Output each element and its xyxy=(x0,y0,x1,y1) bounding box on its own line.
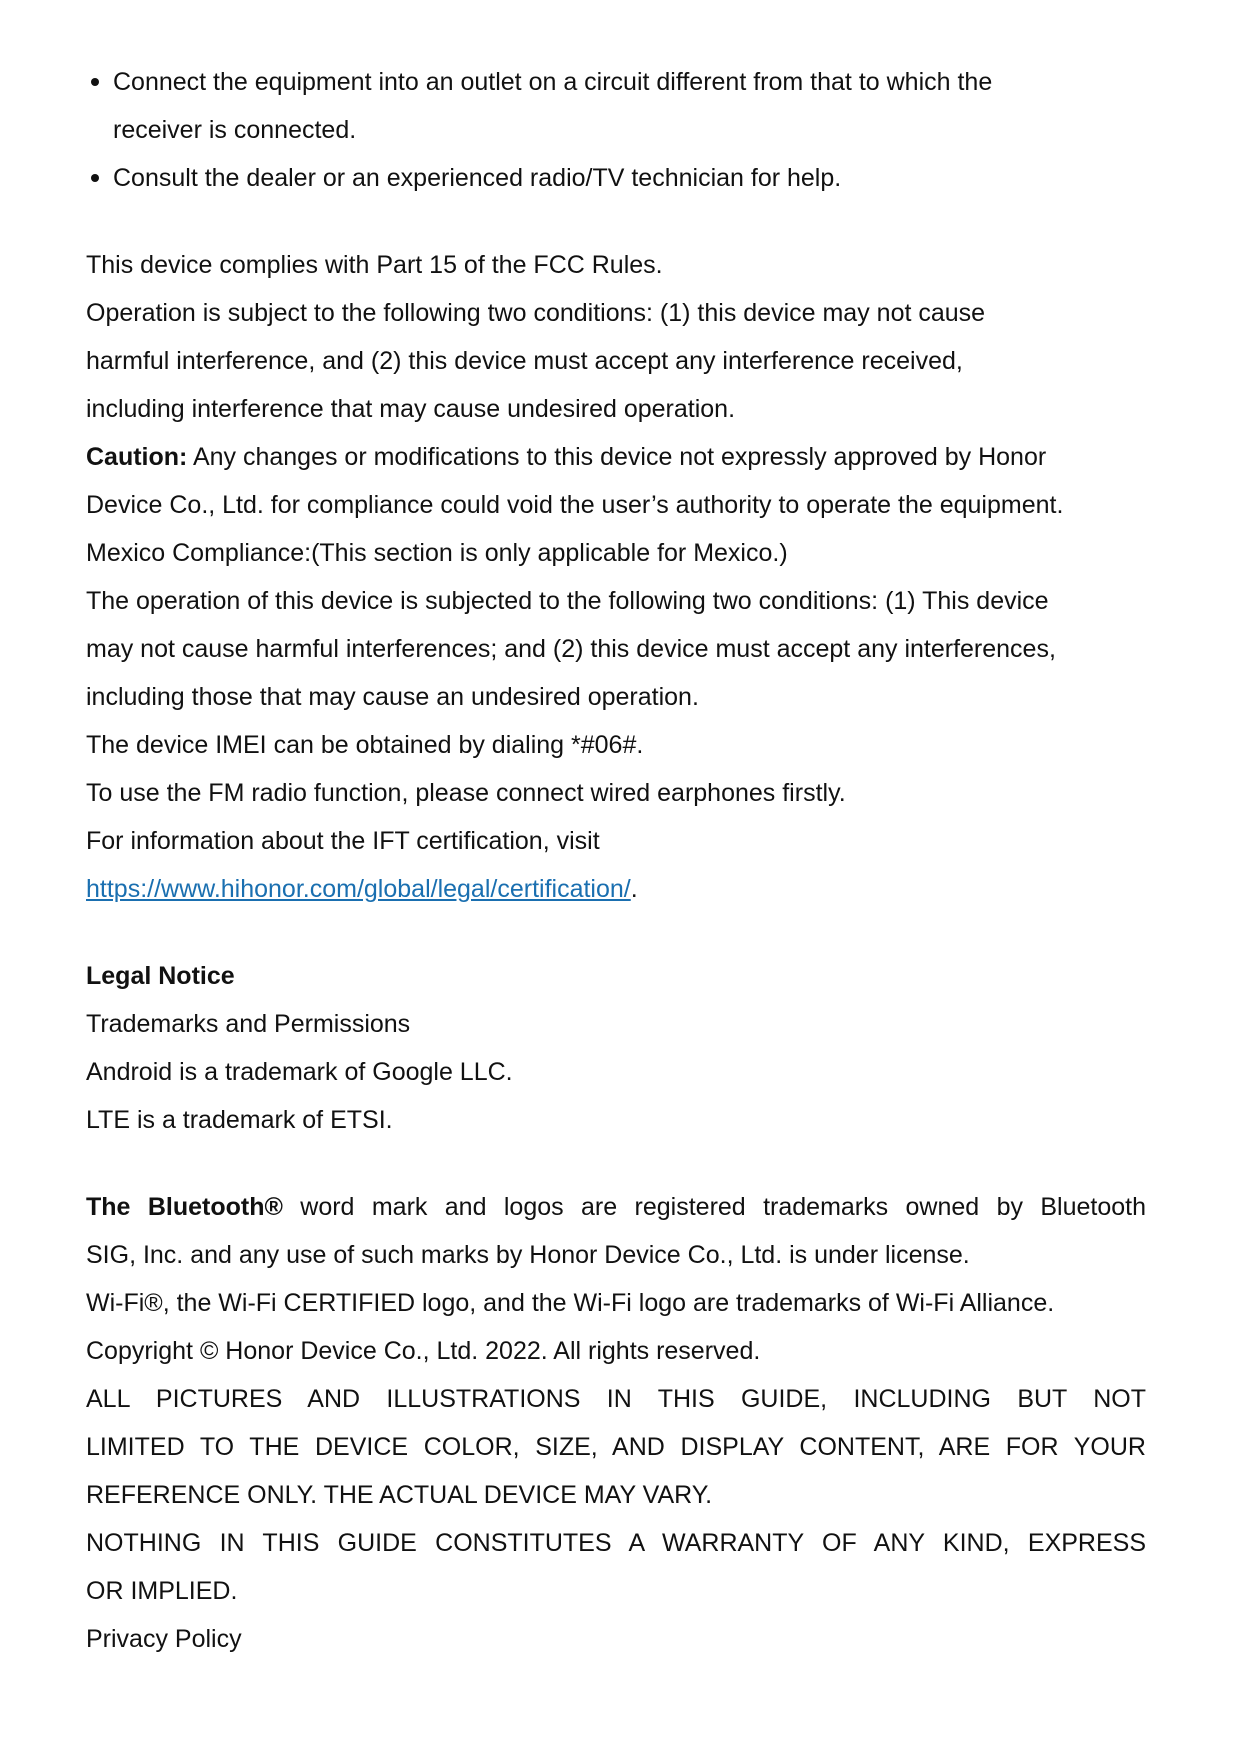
bluetooth-line xyxy=(86,1183,1146,1231)
disclaimer-line: NOTHING IN THIS GUIDE CONSTITUTES A WARRANTY OF ANY KIND, EXPRESS xyxy=(86,1529,1146,1557)
disclaimer-line: LIMITED TO THE DEVICE COLOR, SIZE, AND DISPLAY CONTENT, ARE FOR YOUR xyxy=(86,1433,1146,1461)
caution-label: Caution: xyxy=(86,443,188,471)
bluetooth-line: SIG, Inc. and any use of such marks by Honor Device Co., Ltd. is under license. xyxy=(86,1241,970,1269)
bullet-icon xyxy=(91,78,99,86)
fcc-conditions-line: including interference that may cause undesired operation. xyxy=(86,395,736,423)
mexico-conditions-line: including those that may cause an undesired operation. xyxy=(86,683,699,711)
caution-text: Any changes or modifications to this device not expressly approved by Honor xyxy=(187,443,1047,471)
trademarks-title: Trademarks and Permissions xyxy=(86,1010,411,1038)
list-item xyxy=(86,58,1146,154)
trademarks-section xyxy=(86,1183,1146,1663)
document-page xyxy=(86,58,1146,1663)
link-suffix: . xyxy=(630,875,638,903)
fcc-section xyxy=(86,241,1146,529)
bluetooth-bold: The Bluetooth® xyxy=(86,1193,283,1221)
imei-note: The device IMEI can be obtained by dialing *#06#. xyxy=(86,731,644,759)
bullet-text-line: receiver is connected. xyxy=(113,116,357,144)
wifi-trademark: Wi-Fi®, the Wi-Fi CERTIFIED logo, and the Wi-Fi logo are trademarks of Wi-Fi Alliance. xyxy=(86,1289,1055,1317)
bullet-text-line: Consult the dealer or an experienced radio/TV technician for help. xyxy=(113,164,842,192)
disclaimer-line: REFERENCE ONLY. THE ACTUAL DEVICE MAY VARY. xyxy=(86,1481,713,1509)
spacer xyxy=(86,1144,1146,1183)
certification-link[interactable]: https://www.hihonor.com/global/legal/certification/ xyxy=(86,875,631,903)
mexico-conditions-line: The operation of this device is subjected to the following two conditions: (1) This device xyxy=(86,587,1049,615)
bullet-text-line: Connect the equipment into an outlet on a circuit different from that to which the xyxy=(113,68,993,96)
ift-note: For information about the IFT certification, visit xyxy=(86,827,600,855)
recommendation-list xyxy=(86,58,1146,202)
privacy-policy-title: Privacy Policy xyxy=(86,1625,242,1653)
mexico-conditions-line: may not cause harmful interferences; and (2) this device must accept any interferences, xyxy=(86,635,1056,663)
fcc-conditions-line: harmful interference, and (2) this device must accept any interference received, xyxy=(86,347,963,375)
disclaimer-line: OR IMPLIED. xyxy=(86,1577,238,1605)
fcc-conditions-line: Operation is subject to the following two conditions: (1) this device may not cause xyxy=(86,299,986,327)
fm-radio-note: To use the FM radio function, please connect wired earphones firstly. xyxy=(86,779,846,807)
bluetooth-text: word mark and logos are registered trademarks owned by Bluetooth xyxy=(282,1193,1146,1221)
bullet-icon xyxy=(91,174,99,182)
copyright-notice: Copyright © Honor Device Co., Ltd. 2022. All rights reserved. xyxy=(86,1337,761,1365)
disclaimer-line: ALL PICTURES AND ILLUSTRATIONS IN THIS GUIDE, INCLUDING BUT NOT xyxy=(86,1385,1146,1413)
legal-notice-section xyxy=(86,952,1146,1144)
caution-paragraph xyxy=(86,433,1146,481)
fcc-statement: This device complies with Part 15 of the FCC Rules. xyxy=(86,251,663,279)
spacer xyxy=(86,913,1146,952)
android-trademark: Android is a trademark of Google LLC. xyxy=(86,1058,513,1086)
caution-text-line: Device Co., Ltd. for compliance could void the user’s authority to operate the equipment. xyxy=(86,491,1064,519)
legal-notice-heading: Legal Notice xyxy=(86,962,235,990)
mexico-compliance-section xyxy=(86,529,1146,913)
list-item xyxy=(86,154,1146,202)
mexico-title: Mexico Compliance:(This section is only applicable for Mexico.) xyxy=(86,539,788,567)
ift-link-line xyxy=(86,865,1146,913)
lte-trademark: LTE is a trademark of ETSI. xyxy=(86,1106,393,1134)
spacer xyxy=(86,202,1146,241)
